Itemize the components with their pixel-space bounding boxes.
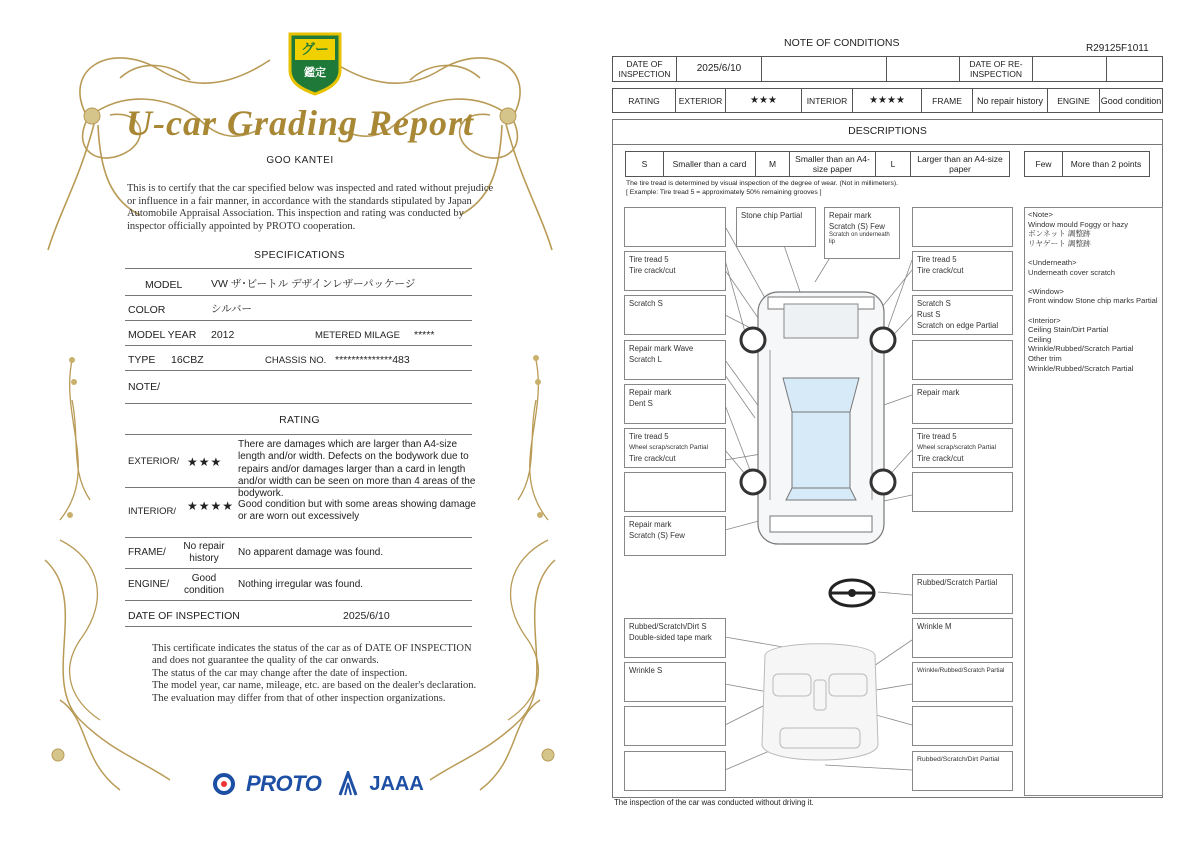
tire-tread-note: The tire tread is determined by visual inspection of the degree of wear. (Not in millimeters). [ Example: Tire tread 5 = approximately 50% remaining grooves ] xyxy=(626,180,898,196)
type-label: TYPE xyxy=(128,354,156,366)
condition-box xyxy=(912,472,1013,512)
frame-value: No repair history xyxy=(183,541,225,564)
sheet-title: NOTE OF CONDITIONS xyxy=(784,37,900,49)
condition-box-left-scratch: Scratch S xyxy=(624,295,726,335)
frame-label: FRAME xyxy=(922,89,973,112)
model-year-value: 2012 xyxy=(211,329,235,341)
exterior-label: EXTERIOR/ xyxy=(128,456,180,467)
date-label: DATE OF INSPECTION xyxy=(128,610,240,622)
exterior-description: There are damages which are larger than A4-size length and/or width. Defects on the bodywork due to repairs and/or damages larger than a card in length and/or width can be seen on more than 4 areas of the bodywork. xyxy=(238,439,476,500)
certificate-title: U-car Grading Report xyxy=(125,103,474,143)
legend-s: S xyxy=(626,152,664,176)
goo-kantei-badge xyxy=(286,30,344,96)
certificate-footer: This certificate indicates the status of the car as of DATE OF INSPECTION and does not guarantee the quality of the car onwards. The status of the car may change after the date of inspection. The model year, car name, mileage, etc. are based on the dealer's declaration. The evaluation may differ from that of other inspection organizations. xyxy=(152,643,477,704)
car-top-view-icon xyxy=(758,292,884,544)
reinspection-label: DATE OF RE-INSPECTION xyxy=(960,57,1033,81)
rating-row-interior xyxy=(125,488,476,538)
condition-box-interior-left: Wrinkle S xyxy=(624,662,726,702)
interior-description: Good condition but with some areas showing damage or are worn out excessively xyxy=(238,499,476,523)
date-value: 2025/6/10 xyxy=(343,610,390,622)
condition-box xyxy=(912,706,1013,746)
condition-box-left-door-front: Repair mark Wave Scratch L xyxy=(624,340,726,380)
milage-label: METERED MILAGE xyxy=(315,330,400,341)
condition-box-front-right-tire: Tire tread 5 Tire crack/cut xyxy=(912,251,1013,291)
legend-few-desc: More than 2 points xyxy=(1070,159,1142,169)
legend-l-desc: Larger than an A4-size paper xyxy=(917,154,1003,174)
legend-s-desc: Smaller than a card xyxy=(664,152,756,176)
frame-description: No apparent damage was found. xyxy=(238,547,384,558)
condition-box-right-scratch: Scratch S Rust S Scratch on edge Partial xyxy=(912,295,1013,335)
jaaa-logo-icon xyxy=(337,771,359,797)
badge-bottom-text: 鑑定 xyxy=(304,67,326,79)
rating-row-exterior xyxy=(125,436,476,500)
chassis-value: **************483 xyxy=(335,354,410,366)
engine-description: Nothing irregular was found. xyxy=(238,579,364,590)
interior-label: INTERIOR xyxy=(802,89,853,112)
engine-label: ENGINE/ xyxy=(128,579,170,590)
rating-row-frame xyxy=(125,538,472,569)
spec-row-color xyxy=(125,296,472,321)
specifications-heading: SPECIFICATIONS xyxy=(254,249,345,261)
date-of-inspection-value: 2025/6/10 xyxy=(677,57,762,81)
condition-box-front-left-tire: Tire tread 5 Tire crack/cut xyxy=(624,251,726,291)
interior-stars: ★★★★ xyxy=(853,89,922,112)
condition-box xyxy=(912,340,1013,380)
condition-box xyxy=(624,472,726,512)
steering-wheel-icon xyxy=(830,580,874,606)
exterior-stars: ★★★ xyxy=(726,89,802,112)
condition-box-stone-chip: Stone chip Partial xyxy=(736,207,816,247)
legend-few: Few xyxy=(1025,152,1063,176)
few-legend xyxy=(1024,151,1150,177)
spec-row-date xyxy=(125,601,472,627)
model-label: MODEL xyxy=(145,279,183,291)
color-label: COLOR xyxy=(128,304,166,316)
engine-value: Good condition xyxy=(183,573,225,596)
condition-box-left-door-rear: Repair mark Dent S xyxy=(624,384,726,424)
model-year-label: MODEL YEAR xyxy=(128,329,197,341)
spec-row-model xyxy=(125,270,472,296)
engine-value: Good condition xyxy=(1100,95,1162,106)
condition-box-interior-rear: Rubbed/Scratch/Dirt Partial xyxy=(912,751,1013,791)
model-value: VW ザ･ビートル デザインレザーパッケージ xyxy=(211,278,416,290)
certificate-subtitle: GOO KANTEI xyxy=(266,155,334,166)
frame-value: No repair history xyxy=(973,89,1048,112)
condition-box xyxy=(624,706,726,746)
notes-text: <Note> Window mould Foggy or hazy ボンネット 調整跡 リヤゲート 調整跡 <Underneath> Underneath cover scratch <Window> Front window Stone chip marks Partial <Interior> Ceiling Stain/Dirt Partial Ceiling Wrinkle/Rubbed/Scratch Partial Other trim Wrinkle/Rubbed/Scratch Partial xyxy=(1028,210,1158,373)
rating-table xyxy=(612,88,1163,113)
proto-logo-text: PROTO xyxy=(246,771,322,796)
sheet-footer: The inspection of the car was conducted without driving it. xyxy=(614,798,814,807)
badge-top-text: グー xyxy=(301,41,329,57)
chassis-label: CHASSIS NO. xyxy=(265,355,327,366)
condition-box-repair-front: Repair mark Scratch (S) Few Scratch on underneath lip xyxy=(824,207,900,259)
rating-row-engine xyxy=(125,569,472,601)
legend-m-desc: Smaller than an A4-size paper xyxy=(790,152,876,176)
descriptions-heading: DESCRIPTIONS xyxy=(612,119,1163,145)
date-of-inspection-label: DATE OF INSPECTION xyxy=(613,57,677,81)
rating-label: RATING xyxy=(613,89,676,112)
condition-box-interior-front-right: Wrinkle M xyxy=(912,618,1013,658)
note-of-conditions-sheet xyxy=(600,0,1200,848)
condition-box xyxy=(624,207,726,247)
jaaa-logo-text: JAAA xyxy=(369,772,424,795)
inspection-date-table xyxy=(612,56,1163,82)
type-value: 16CBZ xyxy=(171,354,204,366)
color-value: シルバー xyxy=(211,303,253,315)
condition-box-steering: Rubbed/Scratch Partial xyxy=(912,574,1013,614)
spec-row-note xyxy=(125,371,472,404)
condition-box-right-door-rear: Repair mark xyxy=(912,384,1013,424)
proto-logo-icon xyxy=(212,772,236,796)
exterior-stars: ★★★ xyxy=(187,455,223,469)
size-legend xyxy=(625,151,1010,177)
legend-m: M xyxy=(756,152,790,176)
rating-heading: RATING xyxy=(279,414,320,426)
condition-box-rear: Repair mark Scratch (S) Few xyxy=(624,516,726,556)
condition-box-rear-left-tire: Tire tread 5 Wheel scrap/scratch Partial Tire crack/cut xyxy=(624,428,726,468)
exterior-label: EXTERIOR xyxy=(676,89,726,112)
spec-row-year xyxy=(125,321,472,346)
note-label: NOTE/ xyxy=(128,381,161,393)
condition-box-rear-right-tire: Tire tread 5 Wheel scrap/scratch Partial Tire crack/cut xyxy=(912,428,1013,468)
logo-row xyxy=(212,770,424,798)
engine-label: ENGINE xyxy=(1048,89,1100,112)
condition-box xyxy=(912,207,1013,247)
legend-l: L xyxy=(876,152,911,176)
certificate-intro: This is to certify that the car specified below was inspected and rated without prejudice or influence in a fair manner, in accordance with the standards stipulated by Japan Automobile Appraisal Association. This inspection and rating was conducted by inspector officially appointed by PROTO cooperation. xyxy=(127,183,494,232)
spec-row-type xyxy=(125,346,472,371)
frame-label: FRAME/ xyxy=(128,547,166,558)
condition-box-interior-front-left: Rubbed/Scratch/Dirt S Double-sided tape mark xyxy=(624,618,726,658)
sheet-id: R29125F1011 xyxy=(1086,43,1149,54)
condition-box-interior-right: Wrinkle/Rubbed/Scratch Partial xyxy=(912,662,1013,702)
condition-box xyxy=(624,751,726,791)
interior-label: INTERIOR/ xyxy=(128,506,177,517)
interior-stars: ★★★★ xyxy=(187,499,235,513)
car-interior-icon xyxy=(762,644,878,760)
milage-value: ***** xyxy=(414,329,435,341)
